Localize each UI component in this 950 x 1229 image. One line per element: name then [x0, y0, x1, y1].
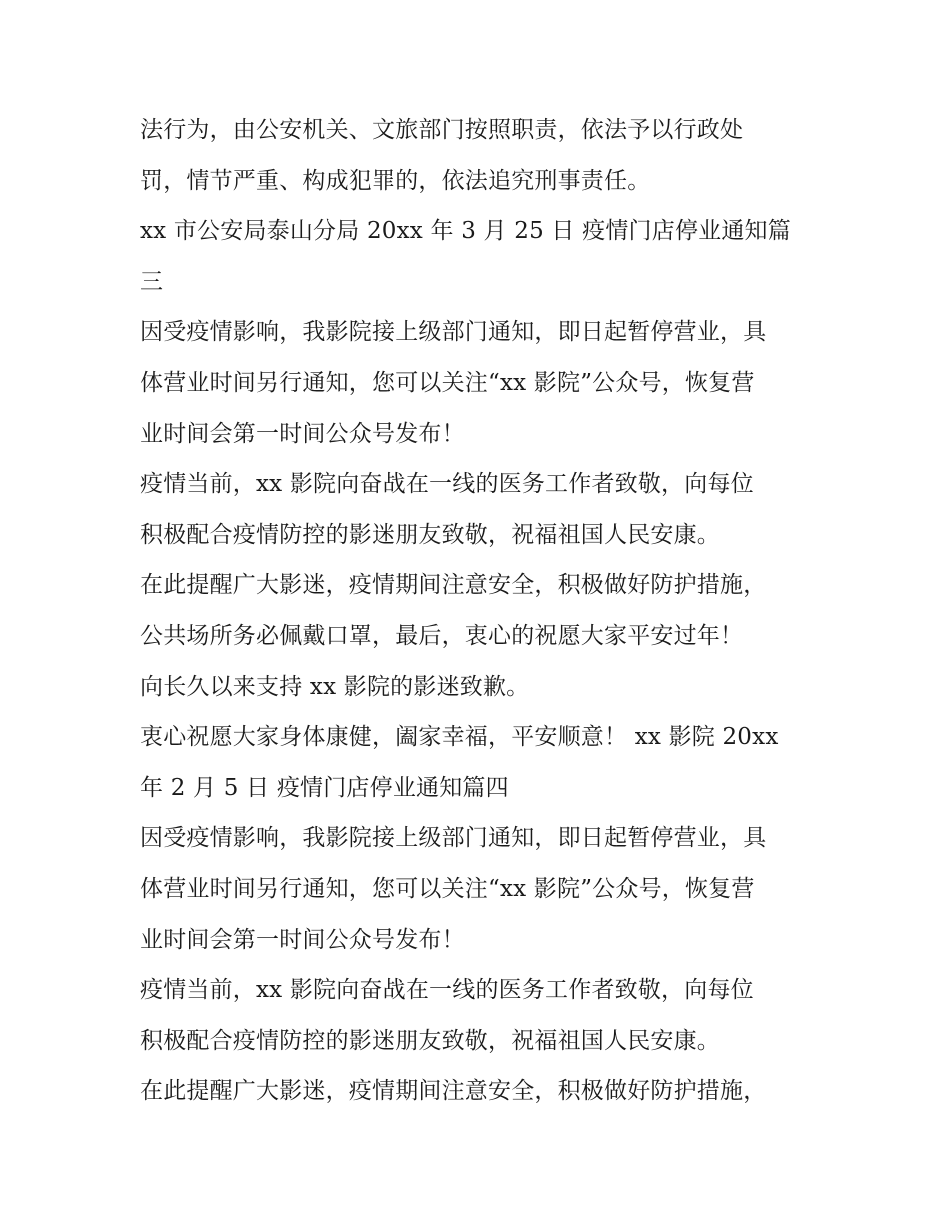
text-line: 因受疫情影响，我影院接上级部门通知，即日起暂停营业，具	[140, 319, 767, 346]
text-line: 在此提醒广大影迷，疫情期间注意安全，积极做好防护措施，	[140, 572, 767, 599]
text-line: 积极配合疫情防控的影迷朋友致敬，祝福祖国人民安康。	[140, 521, 720, 548]
text-line: 三	[140, 268, 164, 295]
text-line: 疫情当前，xx 影院向奋战在一线的医务工作者致敬，向每位	[140, 977, 754, 1004]
text-line: 在此提醒广大影迷，疫情期间注意安全，积极做好防护措施，	[140, 1078, 767, 1105]
text-line: 向长久以来支持 xx 影院的影迷致歉。	[140, 673, 530, 700]
text-line: 年 2 月 5 日 疫情门店停业通知篇四	[140, 774, 509, 801]
text-line: 体营业时间另行通知，您可以关注“xx 影院”公众号，恢复营	[140, 875, 755, 902]
document-body	[140, 105, 820, 1117]
text-line: 罚，情节严重、构成犯罪的，依法追究刑事责任。	[140, 167, 651, 194]
text-line: 公共场所务必佩戴口罩，最后，衷心的祝愿大家平安过年！	[140, 622, 744, 649]
text-line: 积极配合疫情防控的影迷朋友致敬，祝福祖国人民安康。	[140, 1027, 720, 1054]
text-line: xx 市公安局泰山分局 20xx 年 3 月 25 日 疫情门店停业通知篇	[140, 218, 791, 245]
text-line: 业时间会第一时间公众号发布！	[140, 926, 465, 953]
text-line: 业时间会第一时间公众号发布！	[140, 420, 465, 447]
text-line: 因受疫情影响，我影院接上级部门通知，即日起暂停营业，具	[140, 825, 767, 852]
text-line: 法行为，由公安机关、文旅部门按照职责，依法予以行政处	[140, 117, 744, 143]
text-line: 体营业时间另行通知，您可以关注“xx 影院”公众号，恢复营	[140, 369, 755, 396]
text-line: 衷心祝愿大家身体康健，阖家幸福，平安顺意！ xx 影院 20xx	[140, 724, 779, 751]
text-line: 疫情当前，xx 影院向奋战在一线的医务工作者致敬，向每位	[140, 471, 754, 498]
